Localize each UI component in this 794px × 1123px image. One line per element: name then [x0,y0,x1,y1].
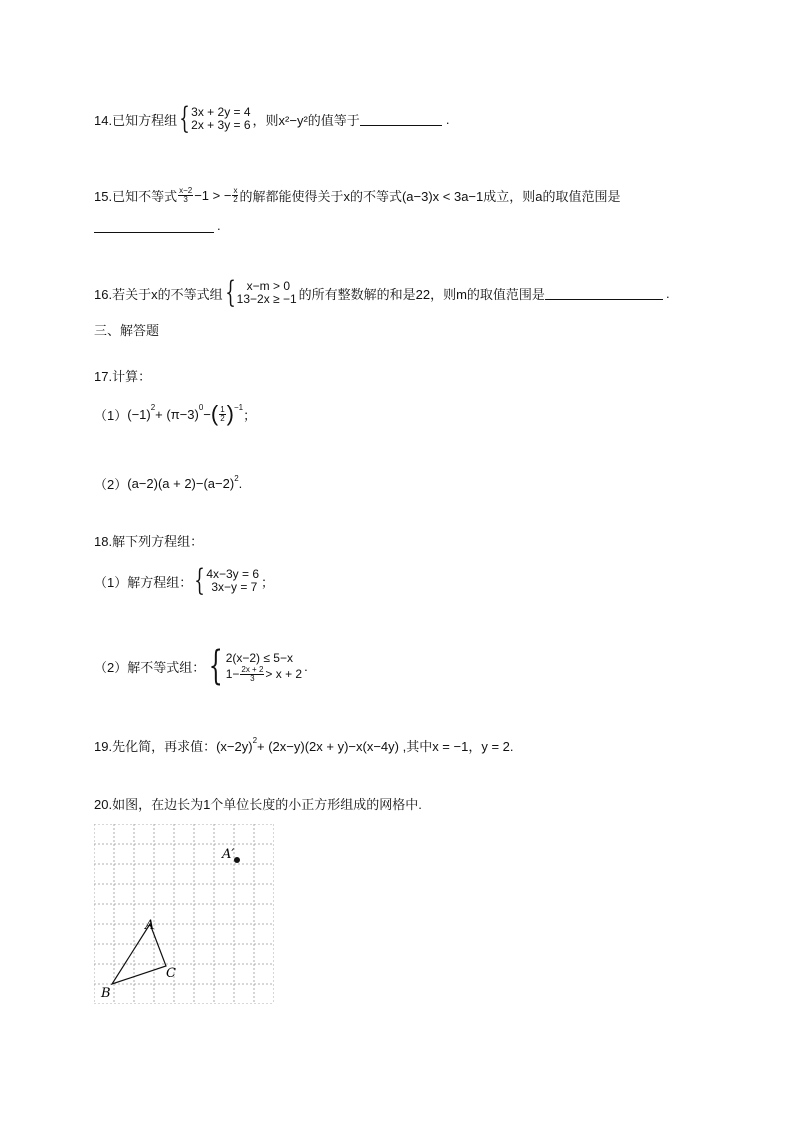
q17-p1-paren-fraction [211,403,234,425]
q18-p2-eq1: 2(x−2) ≤ 5−x [225,650,293,665]
q17-p1-expr-b: + (π−3) [155,406,199,422]
q14-suffix: ，则x²−y²的值等于 [252,112,360,128]
left-paren-icon: ( [210,401,219,426]
q18-p1-eq2: 3x−y = 7 [211,580,258,594]
q19-text-b: + (2x−y)(2x + y)−x(x−4y) ,其中x = −1，y = 2. [257,739,514,754]
q15-frac2-num: x [233,186,238,195]
q16-suffix: 的所有整数解的和是22，则m的取值范围是 [298,286,545,302]
q17-p2-expr: (a−2)(a + 2)−(a−2) [127,476,235,491]
q17-p2-exp: 2 [234,474,239,483]
q15-fraction-2 [232,187,238,204]
label-a: A [145,918,155,933]
q15-frac1-den: 3 [183,195,188,204]
q18-part-1 [94,563,275,598]
label-a-prime: A′ [222,847,235,862]
label-c: C [166,966,176,981]
question-19 [94,736,514,755]
q14-eq1: 3x + 2y = 4 [191,105,251,119]
q17-p1-expr-a: (−1) [127,406,151,422]
q17-p1-exp-b: 0 [198,403,204,412]
q14-equation-system [179,101,251,136]
grid-svg [94,824,274,1004]
point-a-prime [234,857,240,863]
q17-p2-label: （2） [94,477,128,492]
brace-icon: { [224,275,236,310]
q16-prefix: 16.若关于x的不等式组 [94,286,223,302]
brace-icon: { [194,563,206,598]
q17-part-2 [94,474,242,493]
question-15-answer-line [94,218,221,233]
brace-icon: { [179,101,190,136]
q17-part-1 [94,403,256,425]
q15-frac2-den: 2 [233,195,238,204]
q17-p1-expr-c: − [203,406,211,422]
q18-p2-end: . [304,658,308,674]
q16-inequality-system [224,275,297,310]
q18-title: 18.解下列方程组： [94,534,204,549]
q14-prefix: 14.已知方程组 [94,112,178,128]
section-heading: 三、解答题 [94,323,160,338]
question-20: 20.如图，在边长为1个单位长度的小正方形组成的网格中. [94,797,422,812]
q16-answer-blank [545,286,663,300]
q18-p1-end: ； [261,574,275,590]
q17-p1-label: （1） [94,407,128,423]
q16-end: . [665,285,670,301]
triangle-abc [112,924,166,984]
q16-eq1: x−m > 0 [246,279,291,293]
q18-p2-fraction [240,666,264,683]
q15-frac1-num: x−2 [179,186,193,195]
q17-p1-exp-a: 2 [150,403,156,412]
q14-answer-blank [360,112,442,126]
right-paren-icon: ) [226,401,234,426]
q17-title: 17.计算： [94,369,152,384]
q14-eq2: 2x + 3y = 6 [191,118,251,132]
q17-p1-end: ； [243,407,257,423]
q17-p1-frac-num: 1 [220,404,225,414]
q17-p1-exp-c: −1 [233,403,244,412]
q15-answer-blank [94,219,214,233]
q20-grid-figure [94,824,274,1004]
q15-prefix: 15.已知不等式 [94,189,178,204]
q15-fraction-1 [178,187,193,204]
q18-p1-label: （1）解方程组： [94,574,193,590]
q15-suffix: 的解都能使得关于x的不等式(a−3)x < 3a−1成立，则a的取值范围是 [239,189,621,204]
q18-p2-frac-den: 3 [250,673,255,683]
q19-exp1: 2 [252,736,258,745]
label-b: B [101,986,111,1001]
question-14 [94,101,450,136]
q18-p2-eq2-a: 1− [225,667,240,681]
q18-p2-eq2 [226,666,302,683]
q17-p1-frac-den: 2 [220,413,225,423]
question-16 [94,275,670,310]
q17-p2-end: . [238,476,243,491]
q18-p2-label: （2）解不等式组： [94,659,206,675]
q18-p2-inequality-system [207,643,303,689]
q18-p1-equation-system [194,563,260,598]
question-15 [94,186,620,205]
q18-p2-frac-num: 2x + 2 [241,664,264,674]
q14-end: . [445,111,450,127]
q16-eq2: 13−2x ≥ −1 [236,292,297,306]
q18-p2-eq2-b: > x + 2 [265,667,303,681]
q17-p1-fraction [219,406,225,423]
q18-p1-eq1: 4x−3y = 6 [206,567,260,581]
q18-part-2 [94,643,308,689]
q19-text-a: 19.先化简，再求值：(x−2y) [94,739,253,754]
brace-icon: { [208,643,223,689]
q15-mid: −1 > − [194,188,232,203]
q15-end: . [217,218,221,233]
